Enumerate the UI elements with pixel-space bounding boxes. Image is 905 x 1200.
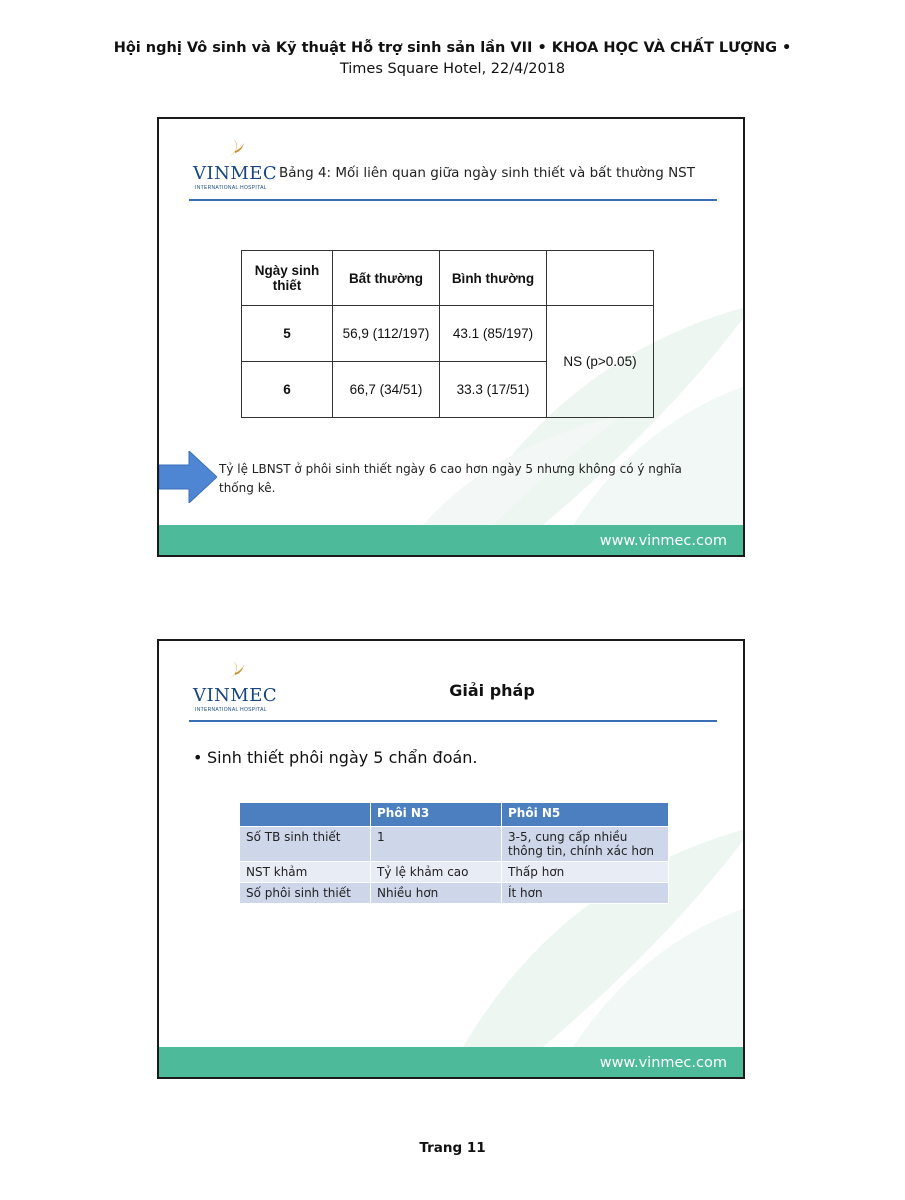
table-cell: 33.3 (17/51)	[440, 362, 547, 418]
right-arrow-icon	[159, 451, 217, 503]
logo-sub-text: INTERNATIONAL HOSPITAL	[195, 707, 267, 713]
bullet-dot-icon: •	[193, 748, 203, 767]
slide-1	[157, 117, 745, 557]
biopsy-day-table	[241, 250, 654, 418]
table-cell: 43.1 (85/197)	[440, 306, 547, 362]
conference-title: Hội nghị Vô sinh và Kỹ thuật Hỗ trợ sinh sản lần VII • KHOA HỌC VÀ CHẤT LƯỢNG •	[113, 40, 792, 56]
table-cell: Thấp hơn	[502, 862, 669, 883]
bullet-text: Sinh thiết phôi ngày 5 chẩn đoán.	[207, 748, 478, 767]
title-divider	[189, 199, 717, 201]
table-header-row	[242, 251, 654, 306]
header-cell: Bất thường	[333, 251, 440, 306]
vinmec-logo	[193, 659, 277, 721]
conference-venue-date: Times Square Hotel, 22/4/2018	[339, 61, 566, 77]
table-cell: Số TB sinh thiết	[240, 827, 371, 862]
table-cell: NST khảm	[240, 862, 371, 883]
slide-note: Tỷ lệ LBNST ở phôi sinh thiết ngày 6 cao hơn ngày 5 nhưng không có ý nghĩa thống kê.	[219, 462, 682, 495]
slide-2	[157, 639, 745, 1079]
table-row	[240, 827, 669, 862]
table-cell: Tỷ lệ khảm cao	[371, 862, 502, 883]
header-cell: Bình thường	[440, 251, 547, 306]
header-cell: Phôi N3	[371, 803, 502, 827]
table-row	[240, 862, 669, 883]
table-header-row	[240, 803, 669, 827]
table-cell: 6	[242, 362, 333, 418]
header-cell: Phôi N5	[502, 803, 669, 827]
page-number: Trang 11	[419, 1140, 486, 1156]
vinmec-logo	[193, 137, 277, 199]
header-cell	[547, 251, 654, 306]
table-cell: 1	[371, 827, 502, 862]
table-cell: Số phôi sinh thiết	[240, 883, 371, 904]
header-cell	[240, 803, 371, 827]
title-divider	[189, 720, 717, 722]
table-row	[240, 883, 669, 904]
footer-url: www.vinmec.com	[599, 533, 727, 549]
page-header	[0, 40, 905, 77]
logo-sub-text: INTERNATIONAL HOSPITAL	[195, 185, 267, 191]
slide-title: Giải pháp	[449, 681, 535, 700]
bullet-item	[193, 748, 478, 767]
logo-brand-text: VINMEC	[193, 685, 278, 706]
table-cell: 66,7 (34/51)	[333, 362, 440, 418]
footer-url: www.vinmec.com	[599, 1055, 727, 1071]
embryo-comparison-table	[239, 802, 669, 904]
logo-bird-icon	[223, 659, 245, 683]
logo-bird-icon	[223, 137, 245, 161]
table-cell: 56,9 (112/197)	[333, 306, 440, 362]
significance-cell: NS (p>0.05)	[547, 306, 654, 418]
table-row	[242, 306, 654, 362]
slide-title: Bảng 4: Mối liên quan giữa ngày sinh thiết và bất thường NST	[279, 165, 696, 181]
table-cell: Ít hơn	[502, 883, 669, 904]
table-cell: 3-5, cung cấp nhiều thông tin, chính xác hơn	[502, 827, 669, 862]
table-cell: 5	[242, 306, 333, 362]
logo-brand-text: VINMEC	[193, 163, 278, 184]
table-cell: Nhiều hơn	[371, 883, 502, 904]
header-cell: Ngày sinh thiết	[242, 251, 333, 306]
